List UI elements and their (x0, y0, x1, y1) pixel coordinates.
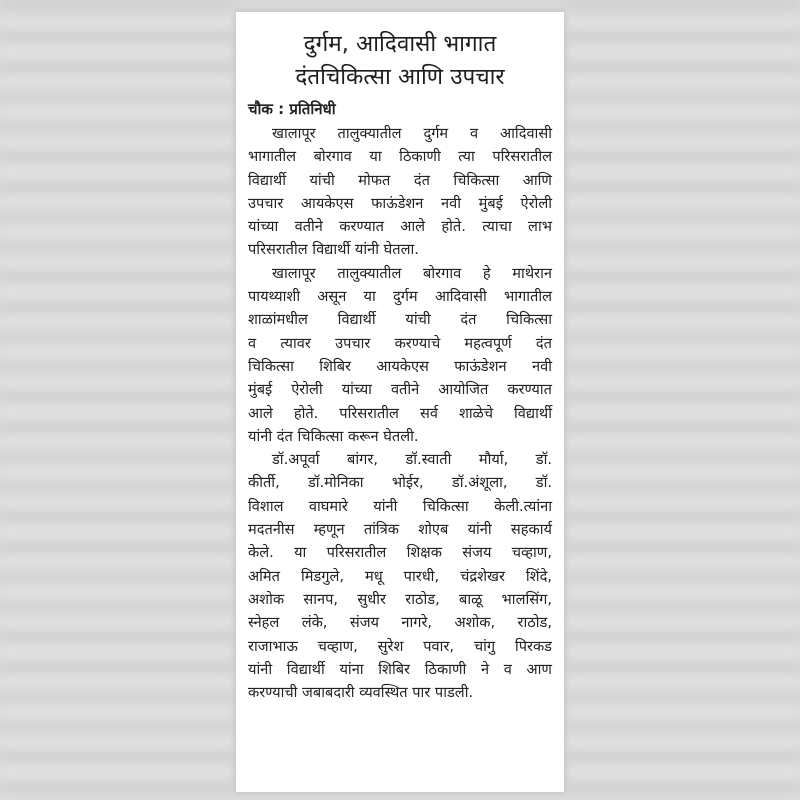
paragraph-1 (248, 122, 552, 262)
text-line: पायथ्याशी असून या दुर्गम आदिवासी भागातील (248, 288, 552, 306)
text-line: अमित मिडगुले, मधू पारधी, चंद्रशेखर शिंदे, (248, 567, 552, 585)
text-line: राजाभाऊ चव्हाण, सुरेश पवार, चांगु पिरकड (248, 637, 552, 655)
text-line: मुंबई ऐरोली यांच्या वतीने आयोजित करण्यात (248, 381, 552, 399)
text-line: उपचार आयकेएस फाऊंडेशन नवी मुंबई ऐरोली (248, 194, 552, 212)
text-line: विशाल वाघमारे यांनी चिकित्सा केली.त्यांना (248, 497, 552, 515)
text-line: केले. या परिसरातील शिक्षक संजय चव्हाण, (248, 544, 552, 562)
text-line: शाळांमधील विद्यार्थी यांची दंत चिकित्सा (248, 311, 552, 329)
paragraph-2 (248, 262, 552, 448)
headline-line: दुर्गम, आदिवासी भागात (303, 31, 497, 57)
text-line: परिसरातील विद्यार्थी यांनी घेतला. (248, 241, 419, 259)
text-line: यांनी दंत चिकित्सा करून घेतली. (248, 427, 419, 445)
text-line: डॉ.अपूर्वा बांगर, डॉ.स्वाती मौर्या, डॉ. (272, 451, 552, 469)
text-line: मदतनीस म्हणून तांत्रिक शोएब यांनी सहकार्य (248, 521, 552, 539)
text-line: अशोक सानप, सुधीर राठोड, बाळू भालसिंग, (248, 590, 552, 608)
headline (248, 28, 552, 94)
blurred-background-right (564, 0, 800, 800)
newspaper-clipping (236, 12, 564, 792)
text-line: व त्यावर उपचार करण्याचे महत्वपूर्ण दंत (248, 334, 552, 352)
byline: चौक : प्रतिनिधी (248, 100, 336, 118)
text-line: चिकित्सा शिबिर आयकेएस फाऊंडेशन नवी (248, 357, 552, 375)
paragraph-3 (248, 448, 552, 704)
text-line: खालापूर तालुक्यातील दुर्गम व आदिवासी (272, 125, 552, 142)
text-line: यांनी विद्यार्थी यांना शिबिर ठिकाणी ने व आण (248, 660, 552, 678)
text-line: खालापूर तालुक्यातील बोरगाव हे माथेरान (272, 264, 552, 282)
text-line: यांच्या वतीने करण्यात आले होते. त्याचा लाभ (248, 218, 552, 236)
headline-line: दंतचिकित्सा आणि उपचार (295, 64, 505, 90)
text-line: करण्याची जबाबदारी व्यवस्थित पार पाडली. (248, 684, 474, 702)
text-line: भागातील बोरगाव या ठिकाणी त्या परिसरातील (248, 148, 552, 166)
text-line: विद्यार्थी यांची मोफत दंत चिकित्सा आणि (248, 171, 552, 189)
text-line: आले होते. परिसरातील सर्व शाळेचे विद्यार्थी (248, 404, 552, 422)
text-line: स्नेहल लंके, संजय नागरे, अशोक, राठोड, (248, 614, 552, 632)
text-line: कीर्ती, डॉ.मोनिका भोईर, डॉ.अंशूला, डॉ. (248, 474, 552, 492)
blurred-background-left (0, 0, 236, 800)
